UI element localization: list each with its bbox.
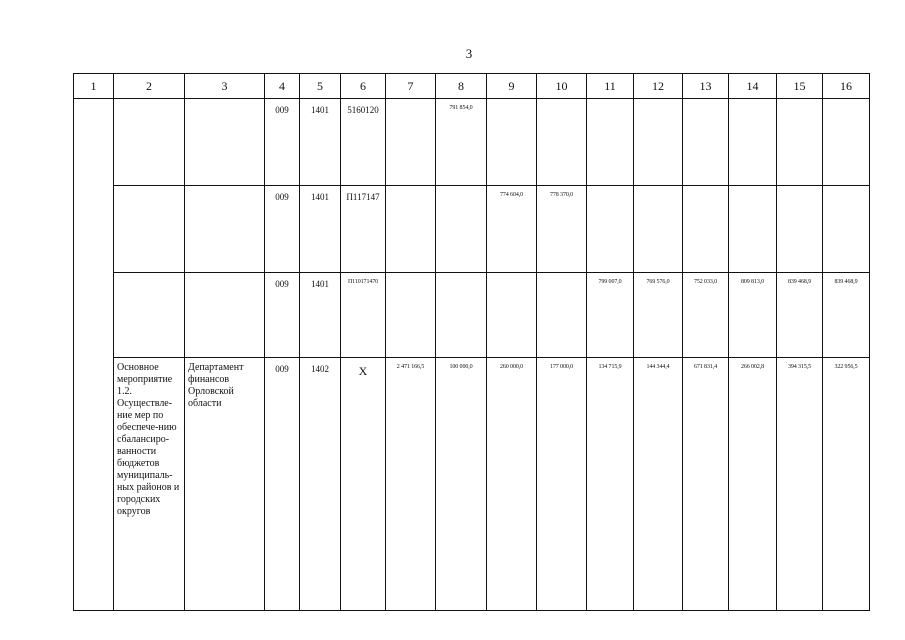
value-cell-10: 778 370,0 xyxy=(537,186,587,273)
grbs-cell: 009 xyxy=(265,358,300,611)
col-header-9: 9 xyxy=(487,74,537,99)
col-header-4: 4 xyxy=(265,74,300,99)
value-cell-9 xyxy=(487,99,537,186)
value-cell-8 xyxy=(436,273,487,358)
value-cell-12: 144 344,4 xyxy=(634,358,683,611)
col-header-6: 6 xyxy=(341,74,386,99)
value-cell-13 xyxy=(683,99,729,186)
col-header-15: 15 xyxy=(777,74,823,99)
value-cell-12 xyxy=(634,186,683,273)
col-header-11: 11 xyxy=(587,74,634,99)
value-cell-8: 100 000,0 xyxy=(436,358,487,611)
value-cell-7 xyxy=(386,99,436,186)
executor-cell xyxy=(185,186,265,273)
page-number: 3 xyxy=(465,46,473,61)
value-cell-8: 791 854,0 xyxy=(436,99,487,186)
value-cell-7 xyxy=(386,186,436,273)
value-cell-7 xyxy=(386,273,436,358)
program-name-cell xyxy=(114,273,185,358)
col-header-14: 14 xyxy=(729,74,777,99)
value-cell-9 xyxy=(487,273,537,358)
target-article-cell: 5160120 xyxy=(341,99,386,186)
col-header-2: 2 xyxy=(114,74,185,99)
value-cell-15 xyxy=(777,99,823,186)
value-cell-15: 394 315,5 xyxy=(777,358,823,611)
value-cell-14 xyxy=(729,186,777,273)
target-article-cell: П110171470 xyxy=(341,273,386,358)
value-cell-10 xyxy=(537,99,587,186)
header-row xyxy=(74,74,870,99)
table-row xyxy=(74,273,870,358)
table-row xyxy=(74,99,870,186)
program-name-cell xyxy=(114,186,185,273)
section-cell: 1401 xyxy=(300,273,341,358)
value-cell-12: 769 576,0 xyxy=(634,273,683,358)
table-row xyxy=(74,358,870,611)
value-cell-11 xyxy=(587,99,634,186)
value-cell-16 xyxy=(823,186,870,273)
value-cell-13: 752 033,0 xyxy=(683,273,729,358)
grbs-cell: 009 xyxy=(265,186,300,273)
col-header-10: 10 xyxy=(537,74,587,99)
value-cell-11 xyxy=(587,186,634,273)
value-cell-14: 809 813,0 xyxy=(729,273,777,358)
col-header-8: 8 xyxy=(436,74,487,99)
value-cell-12 xyxy=(634,99,683,186)
value-cell-9: 260 000,0 xyxy=(487,358,537,611)
col1-cell xyxy=(74,99,114,611)
value-cell-8 xyxy=(436,186,487,273)
budget-table xyxy=(73,73,870,611)
target-article-cell: Х xyxy=(341,358,386,611)
value-cell-10 xyxy=(537,273,587,358)
program-name-cell xyxy=(114,99,185,186)
value-cell-11: 799 007,0 xyxy=(587,273,634,358)
target-article-cell: П117147 xyxy=(341,186,386,273)
program-name-cell: Основное мероприятие 1.2. Осуществле-ние мер по обеспече-нию сбалансиро-ванности бюджетов муниципаль-ных районов и городских округов xyxy=(114,358,185,611)
value-cell-16 xyxy=(823,99,870,186)
col-header-16: 16 xyxy=(823,74,870,99)
section-cell: 1401 xyxy=(300,99,341,186)
value-cell-9: 774 604,0 xyxy=(487,186,537,273)
col-header-3: 3 xyxy=(185,74,265,99)
grbs-cell: 009 xyxy=(265,99,300,186)
col-header-13: 13 xyxy=(683,74,729,99)
col-header-5: 5 xyxy=(300,74,341,99)
value-cell-14 xyxy=(729,99,777,186)
executor-cell: Департамент финансов Орловской области xyxy=(185,358,265,611)
section-cell: 1402 xyxy=(300,358,341,611)
col-header-12: 12 xyxy=(634,74,683,99)
col-header-7: 7 xyxy=(386,74,436,99)
value-cell-15 xyxy=(777,186,823,273)
value-cell-11: 134 715,9 xyxy=(587,358,634,611)
value-cell-7: 2 471 166,5 xyxy=(386,358,436,611)
value-cell-10: 177 000,0 xyxy=(537,358,587,611)
executor-cell xyxy=(185,99,265,186)
col-header-1: 1 xyxy=(74,74,114,99)
value-cell-13: 671 831,4 xyxy=(683,358,729,611)
value-cell-16: 839 468,9 xyxy=(823,273,870,358)
value-cell-16: 322 956,5 xyxy=(823,358,870,611)
value-cell-13 xyxy=(683,186,729,273)
value-cell-15: 839 468,9 xyxy=(777,273,823,358)
executor-cell xyxy=(185,273,265,358)
grbs-cell: 009 xyxy=(265,273,300,358)
section-cell: 1401 xyxy=(300,186,341,273)
table-row xyxy=(74,186,870,273)
value-cell-14: 266 002,8 xyxy=(729,358,777,611)
